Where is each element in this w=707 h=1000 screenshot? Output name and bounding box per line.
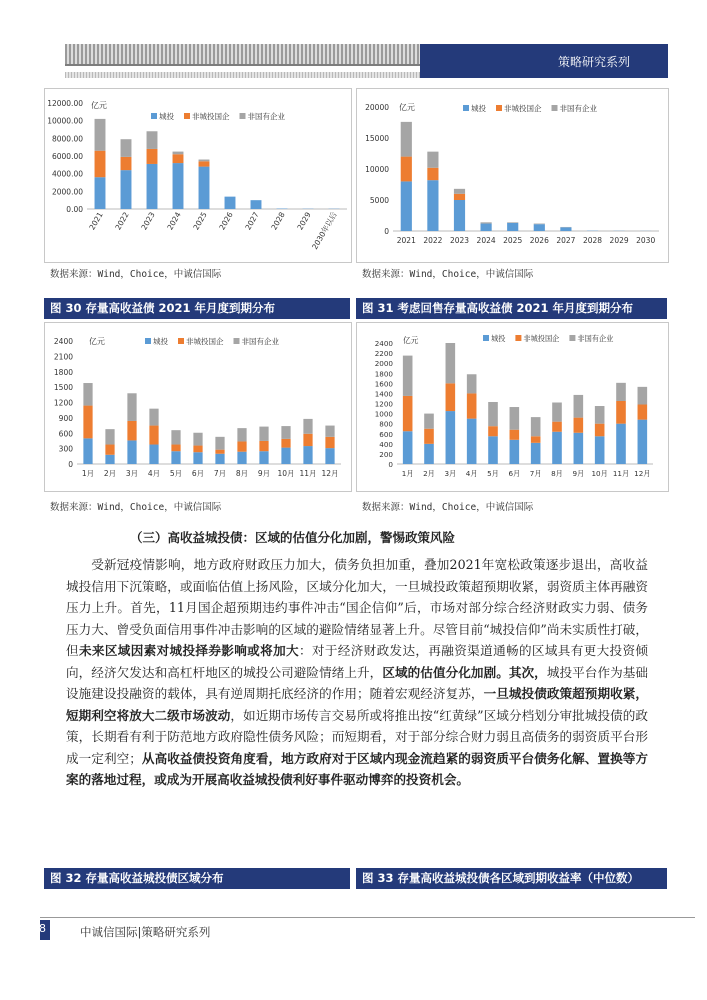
- y-tick-label: 6000.00: [51, 152, 83, 161]
- bar-segment: [325, 426, 334, 437]
- bar-segment: [281, 439, 290, 448]
- legend-label: 城投: [159, 112, 174, 121]
- y-tick-label: 2200: [374, 349, 393, 359]
- bar-segment: [403, 356, 413, 396]
- x-tick-label: 2025: [503, 236, 523, 245]
- x-tick-label: 2030: [636, 236, 656, 245]
- legend-label: 非国有企业: [577, 334, 614, 343]
- y-tick-label: 12000.00: [47, 99, 83, 108]
- x-tick-label: 9月: [257, 469, 271, 478]
- chart-panel-top-right: [356, 88, 669, 263]
- bar-segment: [507, 223, 518, 231]
- bar-segment: [424, 414, 434, 429]
- footer-text: 中诚信国际|策略研究系列: [80, 925, 211, 939]
- chart-top-left: [45, 89, 351, 262]
- bar-segment: [560, 227, 571, 231]
- y-tick-label: 2400: [374, 339, 393, 348]
- bar-segment: [193, 446, 202, 453]
- x-tick-label: 2025: [191, 210, 209, 232]
- legend-label: 非国有企业: [241, 337, 279, 346]
- bar-segment: [481, 224, 492, 231]
- y-tick-label: 1000: [374, 409, 393, 419]
- section-title: （三）高收益城投债：区域的估值分化加剧，警惕政策风险: [130, 530, 456, 545]
- legend-swatch: [240, 113, 246, 119]
- legend-label: 城投: [153, 337, 168, 346]
- y-tick-label: 1400: [374, 389, 393, 399]
- bar-segment: [403, 431, 413, 464]
- header-series-label: 策略研究系列: [557, 55, 630, 69]
- bar-segment: [121, 170, 132, 209]
- bar-segment: [149, 426, 158, 445]
- bar-segment: [467, 393, 477, 418]
- bar-segment: [147, 149, 158, 164]
- bar-segment: [488, 426, 498, 436]
- header-stripes: [65, 44, 420, 64]
- bar-segment: [574, 395, 584, 418]
- bar-segment: [105, 429, 114, 444]
- body-text-run: 受新冠疫情影响，地方政府财政压力加大，债务负担加重，叠加2021年宽松政策逐步退出，高收益城投信用下沉策略，或面临估值上扬风险，区域分化加大，一旦城投政策超预期收紧，弱资质主体再融资压力上升。: [66, 557, 648, 615]
- y-tick-label: 0.00: [66, 205, 83, 214]
- bar-segment: [303, 446, 312, 464]
- legend-swatch: [145, 338, 151, 344]
- y-tick-label: 2100: [53, 352, 73, 362]
- bar-segment: [534, 224, 545, 231]
- bar-segment: [534, 224, 545, 225]
- y-tick-label: 600: [58, 429, 73, 439]
- bar-segment: [95, 151, 106, 178]
- bar-segment: [467, 374, 477, 393]
- bar-segment: [95, 177, 106, 209]
- y-tick-label: 15000: [365, 134, 389, 143]
- x-tick-label: 2024: [165, 210, 183, 232]
- x-tick-label: 2023: [449, 236, 470, 245]
- bar-segment: [121, 157, 132, 170]
- body-text-run: ，如近期市场传言交易所或将推出按“红黄绿”区域分档划分审批城投债的政策，长期看有利于防范地方政府隐性债务风险；而短期看，对于部分综合财力弱且高债务的弱资质平台形成一定利空；: [66, 707, 648, 766]
- body-text-run: 首先，11月国企超预期违约事件冲击“国企信仰”后，市场对部分综合经济财政实力弱、债务压力大、曾受负面信用事件冲击影响的区域的避险情绪显著上升。尽管目前“城投信仰”尚未实质性打破，但: [66, 600, 649, 658]
- body-bold-run: 未来区域因素对城投择券影响或将加大: [78, 643, 299, 658]
- bar-segment: [638, 420, 648, 464]
- x-tick-label: 10月: [277, 469, 295, 478]
- y-tick-label: 5000: [369, 196, 389, 205]
- body-text-run: ：对于经济财政发达，再融资渠道通畅的区域具有更大投资倾向，经济欠发达和高杠杆地区的城投公司避险情绪上升，: [66, 643, 649, 680]
- bar-segment: [105, 445, 114, 455]
- legend-swatch: [496, 105, 502, 111]
- legend-label: 非城投国企: [504, 104, 542, 113]
- x-tick-label: 2028: [269, 210, 287, 232]
- y-tick-label: 10000: [365, 165, 389, 174]
- bar-segment: [193, 433, 202, 446]
- bar-segment: [259, 451, 268, 464]
- bar-segment: [454, 189, 465, 194]
- bar-segment: [325, 448, 334, 464]
- bar-segment: [552, 432, 562, 464]
- x-tick-label: 5月: [169, 469, 183, 478]
- bar-segment: [488, 402, 498, 426]
- legend-swatch: [184, 113, 190, 119]
- bar-segment: [552, 402, 562, 421]
- y-tick-label: 0: [68, 460, 73, 469]
- bar-segment: [595, 436, 605, 464]
- chart-top-right: [357, 89, 668, 262]
- x-tick-label: 2027: [243, 210, 261, 232]
- x-tick-label: 8月: [551, 469, 563, 478]
- chart-mid-right: [357, 323, 668, 491]
- bar-segment: [173, 152, 184, 155]
- legend-label: 非城投国企: [186, 337, 224, 346]
- bar-segment: [83, 406, 92, 439]
- x-tick-label: 4月: [147, 469, 161, 478]
- x-tick-label: 5月: [487, 469, 499, 478]
- x-tick-label: 9月: [572, 469, 585, 478]
- x-tick-label: 2026: [217, 210, 235, 232]
- bar-segment: [510, 430, 520, 440]
- bar-segment: [127, 421, 136, 440]
- y-unit-label: 亿元: [399, 103, 415, 112]
- bar-segment: [147, 164, 158, 209]
- body-text-run: 城投平台作为基础设施建设投融资的载体，具有逆周期托底经济的作用；随着宏观经济复苏，: [66, 664, 649, 701]
- x-tick-label: 12月: [321, 469, 339, 478]
- caption-fig33: 图 33 存量高收益城投债各区域到期收益率（中位数）: [356, 868, 667, 889]
- x-tick-label: 4月: [465, 469, 478, 478]
- bar-segment: [215, 454, 224, 464]
- bar-segment: [638, 387, 648, 405]
- x-tick-label: 2021: [396, 236, 416, 245]
- bar-segment: [173, 163, 184, 209]
- bar-segment: [83, 383, 92, 406]
- bar-segment: [531, 443, 541, 464]
- bar-segment: [251, 200, 262, 209]
- bar-segment: [574, 433, 584, 464]
- legend-swatch: [552, 105, 558, 111]
- bar-segment: [638, 405, 648, 420]
- bar-segment: [595, 406, 605, 424]
- bar-segment: [325, 437, 334, 448]
- bar-segment: [259, 441, 268, 451]
- bar-segment: [424, 444, 434, 464]
- bar-segment: [552, 422, 562, 432]
- bar-segment: [446, 411, 456, 464]
- bar-segment: [237, 452, 246, 464]
- chart-panel-top-left: [44, 88, 352, 263]
- bar-segment: [531, 417, 541, 436]
- body-bold-run: 从高收益债投资角度看，地方政府对于区域内现金流趋紧的弱资质平台债务化解、置换等方案的落地过程，或成为开展高收益城投债利好事件驱动博弈的投资机会。: [66, 750, 649, 787]
- bar-segment: [467, 419, 477, 464]
- x-tick-label: 1月: [81, 469, 95, 478]
- bar-segment: [147, 131, 158, 149]
- x-tick-label: 2月: [103, 469, 117, 478]
- bar-segment: [199, 167, 210, 209]
- bar-segment: [105, 455, 114, 464]
- chart-mid-left: [45, 323, 351, 491]
- x-tick-label: 6月: [191, 469, 205, 478]
- x-tick-label: 2028: [582, 236, 603, 245]
- bar-segment: [171, 451, 180, 464]
- legend-swatch: [178, 338, 184, 344]
- bar-segment: [95, 119, 106, 151]
- x-tick-label: 10月: [591, 469, 608, 478]
- bar-segment: [424, 429, 434, 444]
- body-bold-run: 区域的估值分化加剧。其次，: [382, 664, 547, 680]
- y-tick-label: 600: [379, 429, 393, 439]
- header-stripes-lower: [65, 72, 420, 78]
- y-tick-label: 400: [379, 439, 393, 449]
- source-top-left: 数据来源：Wind，Choice，中诚信国际: [50, 269, 222, 280]
- bar-segment: [303, 419, 312, 434]
- bar-segment: [171, 445, 180, 452]
- caption-fig30: 图 30 存量高收益债 2021 年月度到期分布: [44, 298, 350, 319]
- y-tick-label: 0: [384, 227, 389, 236]
- source-top-right: 数据来源：Wind，Choice，中诚信国际: [362, 269, 534, 280]
- bar-segment: [574, 418, 584, 433]
- bar-segment: [237, 441, 246, 451]
- y-tick-label: 1800: [374, 369, 393, 379]
- bar-segment: [127, 393, 136, 421]
- y-unit-label: 亿元: [89, 337, 105, 346]
- y-tick-label: 1600: [374, 379, 393, 389]
- footer-rule: [40, 917, 695, 918]
- y-unit-label: 亿元: [403, 336, 419, 345]
- bar-segment: [281, 448, 290, 464]
- y-tick-label: 1800: [53, 367, 73, 377]
- legend-label: 非国有企业: [559, 104, 597, 113]
- bar-segment: [193, 452, 202, 464]
- bar-segment: [215, 437, 224, 450]
- x-tick-label: 2026: [529, 236, 549, 245]
- bar-segment: [427, 152, 438, 168]
- source-mid-left: 数据来源：Wind，Choice，中诚信国际: [50, 502, 222, 513]
- y-tick-label: 1200: [53, 398, 73, 408]
- y-tick-label: 300: [58, 444, 73, 454]
- bar-segment: [481, 222, 492, 223]
- bar-segment: [507, 222, 518, 223]
- x-tick-label: 2029: [609, 236, 629, 245]
- bar-segment: [616, 401, 626, 424]
- y-tick-label: 0: [388, 460, 393, 469]
- body-paragraph: [66, 554, 648, 791]
- bar-segment: [403, 396, 413, 431]
- bar-segment: [616, 424, 626, 464]
- x-tick-label: 11月: [612, 469, 630, 478]
- caption-fig32: 图 32 存量高收益城投债区域分布: [44, 868, 350, 889]
- bar-segment: [303, 434, 312, 446]
- legend-swatch: [463, 105, 469, 111]
- legend-label: 城投: [491, 334, 506, 343]
- bar-segment: [149, 409, 158, 426]
- y-tick-label: 10000.00: [47, 116, 83, 126]
- x-tick-label: 2030年以后: [310, 210, 339, 252]
- y-tick-label: 800: [379, 419, 393, 429]
- bar-segment: [199, 160, 210, 162]
- legend-label: 非国有企业: [247, 112, 285, 121]
- bar-segment: [225, 197, 236, 209]
- bar-segment: [427, 168, 438, 180]
- page-header: [65, 44, 668, 78]
- x-tick-label: 2024: [476, 236, 496, 245]
- x-tick-label: 2027: [556, 236, 576, 245]
- bar-segment: [215, 450, 224, 454]
- legend-swatch: [569, 335, 575, 341]
- bar-segment: [454, 194, 465, 200]
- chart-panel-mid-left: [44, 322, 352, 492]
- bar-segment: [199, 161, 210, 166]
- caption-fig31: 图 31 考虑回售存量高收益债 2021 年月度到期分布: [356, 298, 667, 319]
- x-tick-label: 11月: [299, 469, 317, 478]
- bar-segment: [510, 440, 520, 464]
- x-tick-label: 1月: [401, 469, 414, 478]
- legend-label: 非城投国企: [523, 334, 560, 343]
- y-tick-label: 8000.00: [51, 134, 83, 144]
- bar-segment: [454, 200, 465, 231]
- bar-segment: [595, 424, 605, 437]
- body-text: [66, 554, 648, 791]
- bar-segment: [401, 181, 412, 231]
- x-tick-label: 2021: [87, 210, 105, 232]
- bar-segment: [616, 383, 626, 401]
- x-tick-label: 3月: [125, 469, 139, 478]
- legend-label: 非城投国企: [192, 112, 230, 121]
- body-bold-run: 一旦城投债政策超预期收紧，短期利空将放大二级市场波动: [66, 686, 649, 723]
- y-tick-label: 900: [58, 413, 73, 423]
- bar-segment: [83, 438, 92, 464]
- legend-label: 城投: [471, 104, 486, 113]
- bar-segment: [149, 445, 158, 464]
- bar-segment: [401, 157, 412, 182]
- y-tick-label: 2000.00: [51, 187, 83, 197]
- bar-segment: [488, 436, 498, 464]
- source-mid-right: 数据来源：Wind，Choice，中诚信国际: [362, 502, 534, 513]
- x-tick-label: 2029: [295, 210, 313, 232]
- y-tick-label: 200: [379, 449, 393, 459]
- y-tick-label: 4000.00: [51, 169, 83, 179]
- x-tick-label: 2022: [113, 210, 131, 232]
- bar-segment: [173, 154, 184, 163]
- x-tick-label: 2月: [423, 469, 435, 478]
- header-series-tab: [420, 44, 668, 78]
- chart-panel-mid-right: [356, 322, 669, 492]
- y-tick-label: 20000: [365, 103, 389, 112]
- y-tick-label: 2400: [53, 337, 73, 346]
- bar-segment: [446, 383, 456, 411]
- bar-segment: [401, 122, 412, 157]
- bar-segment: [237, 428, 246, 441]
- bar-segment: [259, 427, 268, 441]
- x-tick-label: 8月: [235, 469, 249, 478]
- x-tick-label: 12月: [634, 469, 651, 478]
- x-tick-label: 6月: [508, 469, 521, 478]
- bar-segment: [510, 407, 520, 430]
- x-tick-label: 3月: [444, 469, 457, 478]
- bar-segment: [446, 343, 456, 383]
- legend-swatch: [483, 335, 489, 341]
- bar-segment: [121, 139, 132, 157]
- bar-segment: [427, 180, 438, 231]
- x-tick-label: 7月: [529, 469, 542, 478]
- x-tick-label: 2023: [139, 210, 157, 232]
- legend-swatch: [234, 338, 240, 344]
- y-unit-label: 亿元: [91, 101, 107, 110]
- page-number: 8: [39, 922, 46, 935]
- y-tick-label: 1500: [53, 383, 73, 393]
- y-tick-label: 1200: [374, 399, 393, 409]
- y-tick-label: 2000: [374, 359, 393, 369]
- bar-segment: [127, 440, 136, 464]
- x-tick-label: 2022: [423, 236, 443, 245]
- x-tick-label: 7月: [213, 469, 227, 478]
- bar-segment: [171, 430, 180, 444]
- legend-swatch: [151, 113, 157, 119]
- bar-segment: [531, 436, 541, 443]
- bar-segment: [281, 426, 290, 439]
- legend-swatch: [515, 335, 521, 341]
